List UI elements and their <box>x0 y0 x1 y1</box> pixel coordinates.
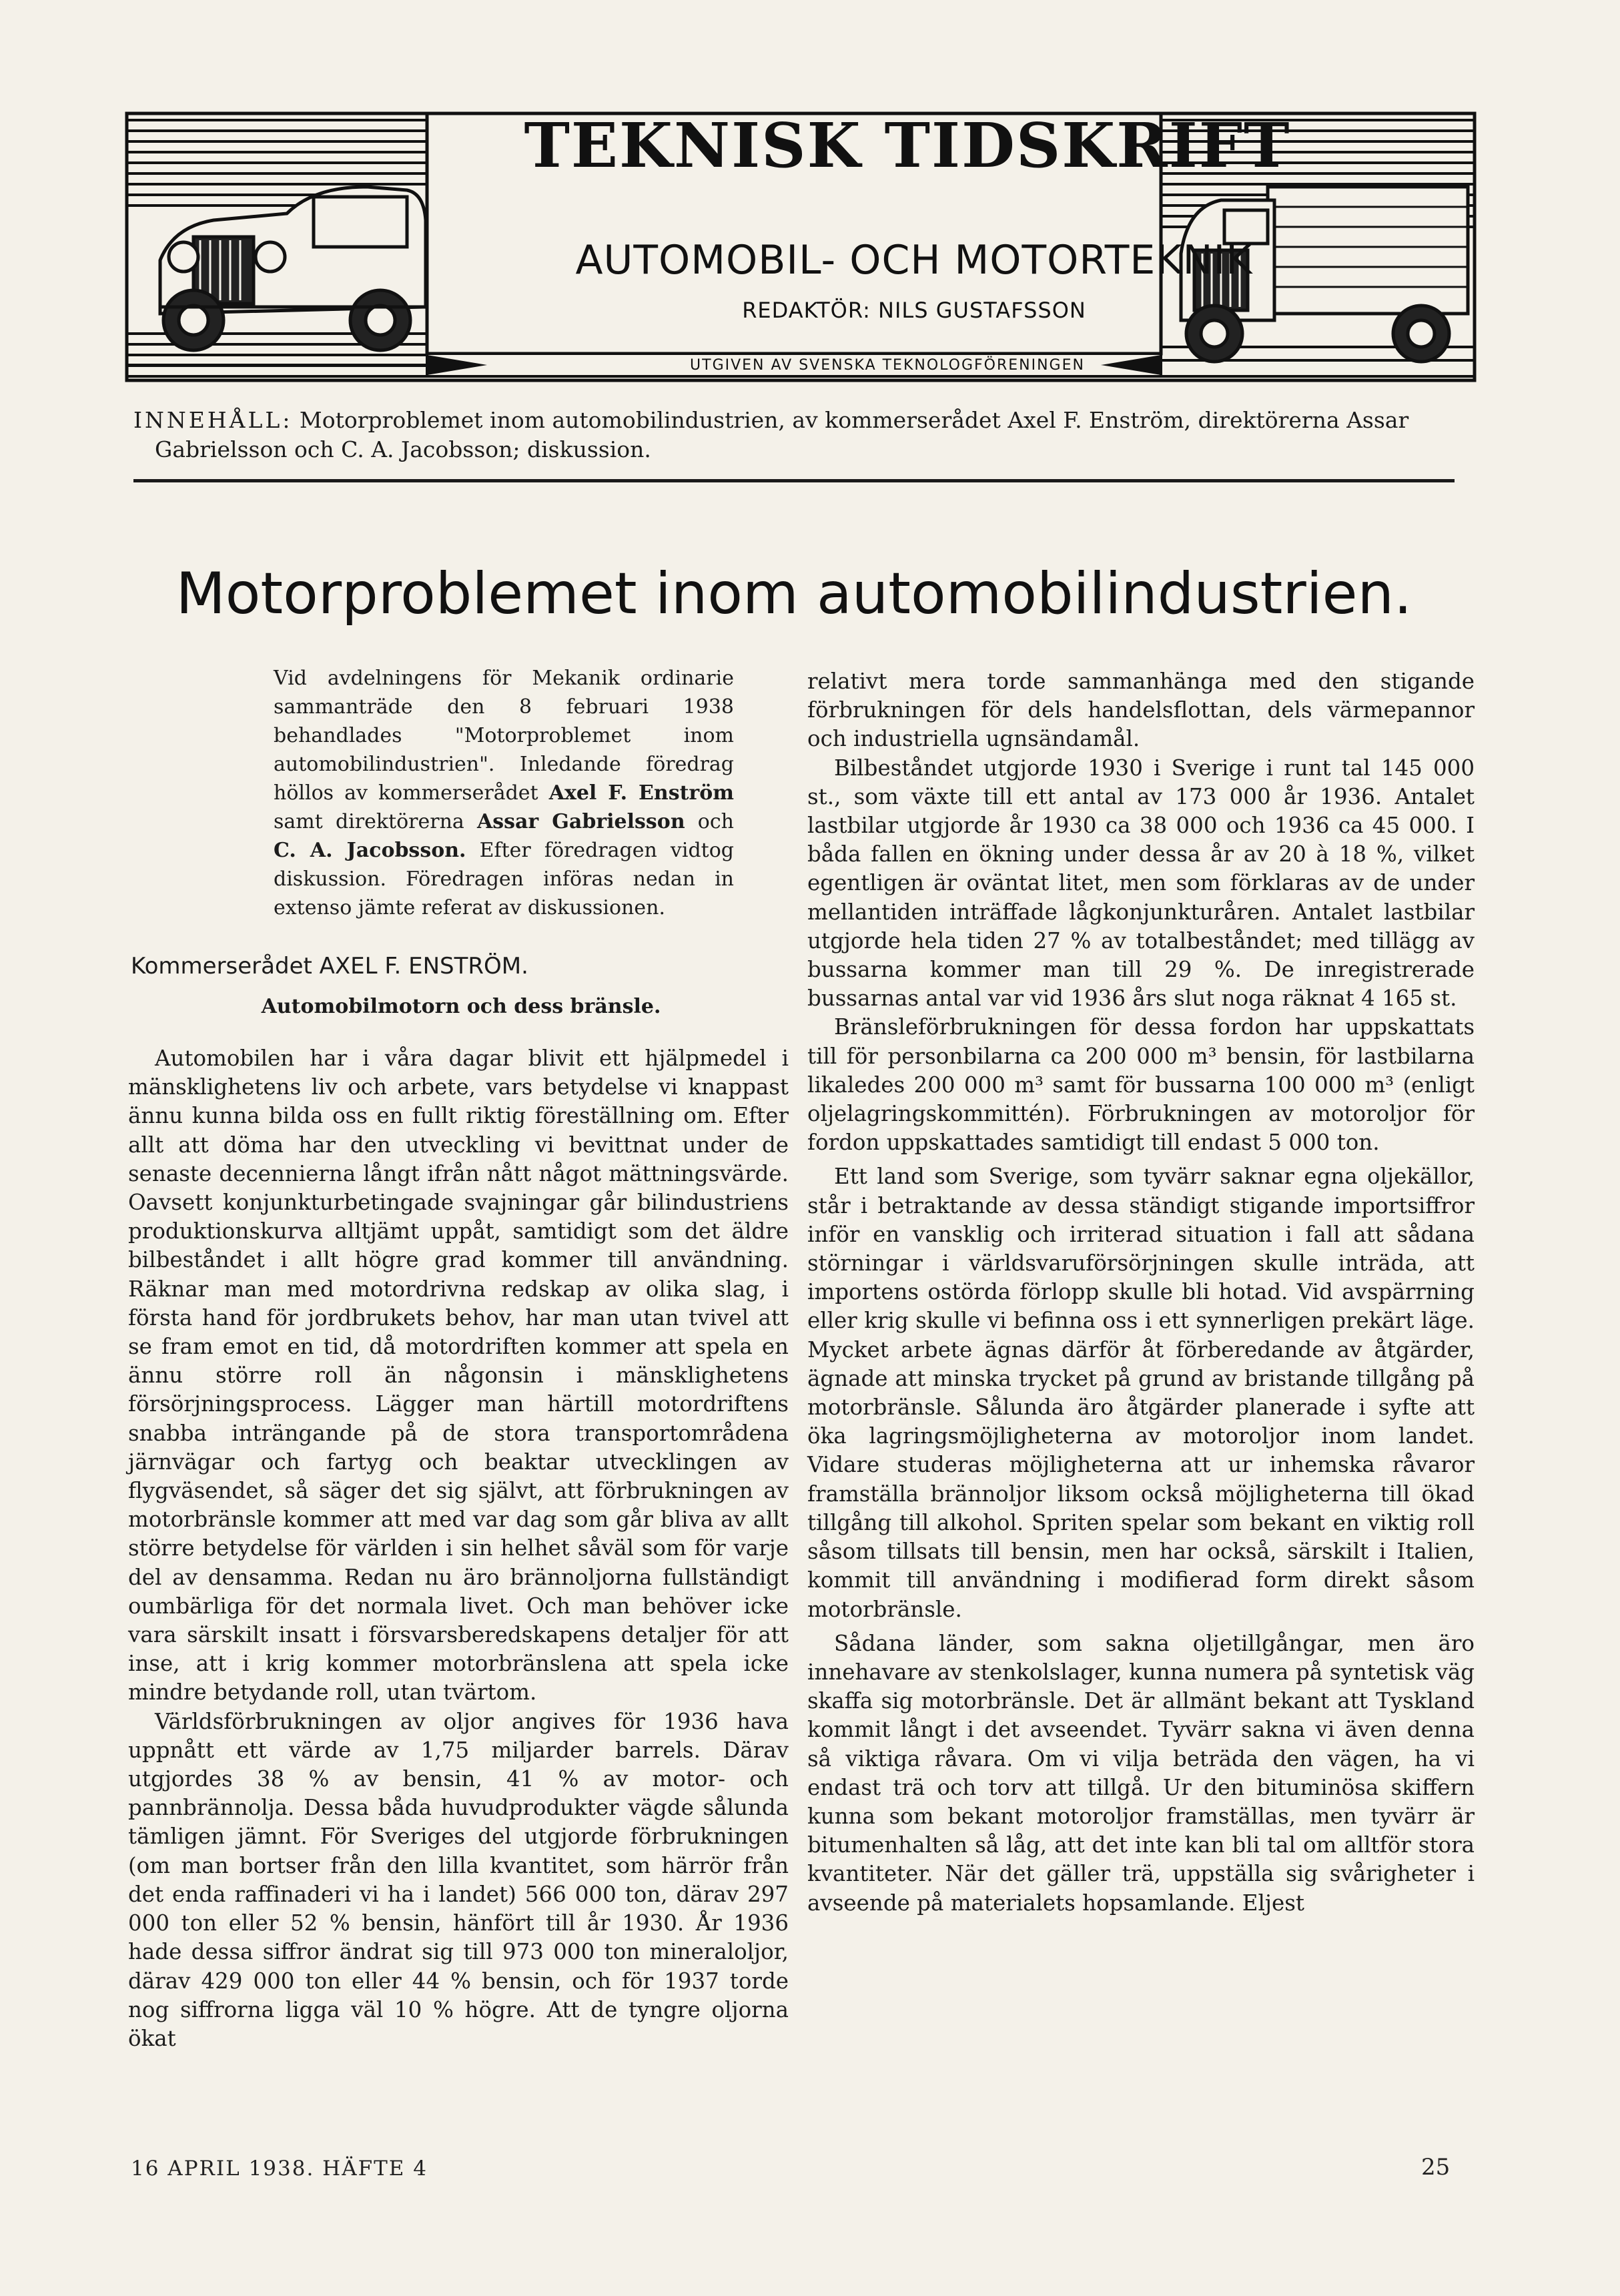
journal-subtitle: AUTOMOBIL- OCH MOTORTEKNIK <box>575 237 1253 284</box>
right-column <box>807 667 1475 1918</box>
masthead <box>113 107 1488 387</box>
name-jacobsson: C. A. Jacobsson. <box>274 839 466 862</box>
paragraph: Bilbeståndet utgjorde 1930 i Sverige i runt tal 145 000 st., som växte till ett antal av 173 000 år 1936. Antalet lastbilar utgjorde år 1930 ca 38 000 och 1936 ca 45 000. I båda fallen en ökning under dessa år av 20 à 18 %, vilket egentligen är oväntat litet, men som förklaras av de under mellantiden inträffade lågkonjunkturåren. Antalet lastbilar utgjorde hela tiden 27 % av totalbeståndet; med tillägg av bussarna kommer man till 29 %. De inregistrerade bussarnas antal var vid 1936 års slut noga räknat 4 165 st. <box>807 755 1475 1012</box>
section-subheading: Automobilmotorn och dess bränsle. <box>261 995 661 1018</box>
contents-line-1: INNEHÅLL: Motorproblemet inom automobilindustrien, av kommerserådet Axel F. Enström, direktörerna Assar <box>133 407 1409 433</box>
contents-divider <box>133 479 1455 482</box>
paragraph: relativt mera torde sammanhänga med den stigande förbrukningen för dels handelsflottan, dels värmepannor och industriella ugnsändamål. <box>807 669 1475 752</box>
article-title: Motorproblemet inom automobilindustrien. <box>175 560 1412 627</box>
name-enstrom: Axel F. Enström <box>548 781 734 805</box>
name-gabrielsson: Assar Gabrielsson <box>476 810 685 833</box>
issue-date: 16 APRIL 1938. HÄFTE 4 <box>131 2157 428 2181</box>
paragraph: Bränsleförbrukningen för dessa fordon har uppskattats till för personbilarna ca 200 000 m³ bensin, för lastbilarna likaledes 200 000 m³ samt för bussarna 100 000 m³ (enligt oljelagringskommittén). Förbrukningen av motoroljor för fordon uppskattades samtidigt till endast 5 000 ton. <box>807 1014 1475 1156</box>
contents-label: INNEHÅLL: <box>133 407 293 433</box>
journal-title: TEKNISK TIDSKRIFT <box>524 109 1291 181</box>
paragraph: Automobilen har i våra dagar blivit ett hjälpmedel i mänsklighetens liv och arbete, vars betydelse vi knappast ännu kunna bilda oss en fullt riktig föreställning om. Efter allt att döma har den utveckling vi bevittnat under de senaste decennierna långt ifrån nått något mättningsvärde. Oavsett konjunkturbetingade svajningar går bilindustriens produktionskurva alltjämt uppåt, samtidigt som det äldre bilbeståndet i allt högre grad kommer till användning. Räknar man med motordrivna redskap av olika slag, i första hand för jordbrukets behov, har man utan tvivel att se fram emot en tid, då motordriften kommer att spela en ännu större roll än någonsin i mänsklighetens försörjningsprocess. Lägger man härtill motordriftens snabba inträngande på de stora transportområdena järnvägar och fartyg och beaktar utvecklingen av flygväsendet, så säger det sig självt, att förbrukningen av motorbränsle kommer att med var dag som går bliva av allt större betydelse för världen i sin helhet såväl som för varje del av densamma. Redan nu äro brännoljorna fullständigt oumbärliga för det normala livet. Och man behöver icke vara särskilt insatt i försvarsberedskapens detaljer för att inse, att i krig kommer motorbränslena att spela icke mindre betydande roll, utan tvärtom. <box>128 1046 789 1705</box>
page-number: 25 <box>1421 2154 1451 2181</box>
journal-editor: REDAKTÖR: NILS GUSTAFSSON <box>742 298 1086 323</box>
speaker-heading: Kommerserådet AXEL F. ENSTRÖM. <box>131 953 528 980</box>
contents-line-2: Gabrielsson och C. A. Jacobsson; diskussion. <box>155 436 651 462</box>
paragraph: Ett land som Sverige, som tyvärr saknar egna oljekällor, står i betraktande av dessa ständigt stigande importsiffror inför en vansklig och irriterad situation i fall att sådana störningar i världsvaruförsörjningen skulle inträda, att importens ostörda förlopp skulle bli hotad. Vid avspärrning eller krig skulle vi befinna oss i ett synnerligen prekärt läge. Mycket arbete ägnas därför åt förberedande av åtgärder, ägnade att minska trycket på grund av bristande tillgång på motorbränsle. Sålunda äro åtgärder planerade i syfte att öka lagringsmöjligheterna av motoroljor inom landet. Vidare studeras möjligheterna att ur inhemska råvaror framställa brännoljor liksom också möjligheterna till ökad tillgång till alkohol. Spriten spelar som bekant en viktig roll såsom tillsats till bensin, men har också, särskilt i Italien, kommit till användning i modifierad form direkt såsom motorbränsle. <box>807 1164 1475 1622</box>
table-of-contents <box>133 406 1455 464</box>
paragraph: Världsförbrukningen av oljor angives för 1936 hava uppnått ett värde av 1,75 miljarder barrels. Därav utgjordes 38 % av bensin, 41 % av motor- och pannbrännolja. Dessa båda huvudprodukter vägde sålunda tämligen jämnt. För Sveriges del utgjorde förbrukningen (om man bortser från den lilla kvantitet, som härrör från det enda raffinaderi vi ha i landet) 566 000 ton, därav 297 000 ton eller 52 % bensin, hänfört till år 1930. År 1936 hade dessa siffror ändrat sig till 973 000 ton mineraloljor, därav 429 000 ton eller 44 % bensin, och för 1937 torde nog siffrorna ligga väl 10 % högre. Att de tyngre oljorna ökat <box>128 1708 789 2051</box>
car-illustration <box>160 187 426 350</box>
paragraph: Sådana länder, som sakna oljetillgångar, men äro innehavare av stenkolslager, kunna numera på syntetisk väg skaffa sig motorbränsle. Det är allmänt bekant att Tyskland kommit långt i det avseendet. Tyvärr sakna vi även denna så viktiga råvara. Om vi vilja beträda den vägen, ha vi endast trä och torv att tillgå. Ur den bituminösa skiffern kunna som bekant motoroljor framställas, men tyvärr är bitumenhalten så låg, att det inte kan bli tal om alltför stora kvantiteter. När det gäller trä, uppställa sig svårigheter i avseende på materialets hopsamlande. Eljest <box>807 1630 1475 1916</box>
article-intro: Vid avdelningens för Mekanik ordinarie sammanträde den 8 februari 1938 behandlades "Motorproblemet inom automobilindustrien". Inledande föredrag höllos av kommerserådet Axel F. Enström samt direktörerna Assar Gabrielsson och C. A. Jacobsson. Efter föredragen vidtog diskussion. Föredragen införas nedan in extenso jämte referat av diskussionen. <box>274 667 734 919</box>
publisher-band: UTGIVEN AV SVENSKA TEKNOLOGFÖRENINGEN <box>690 357 1085 374</box>
left-column <box>128 1044 789 2053</box>
